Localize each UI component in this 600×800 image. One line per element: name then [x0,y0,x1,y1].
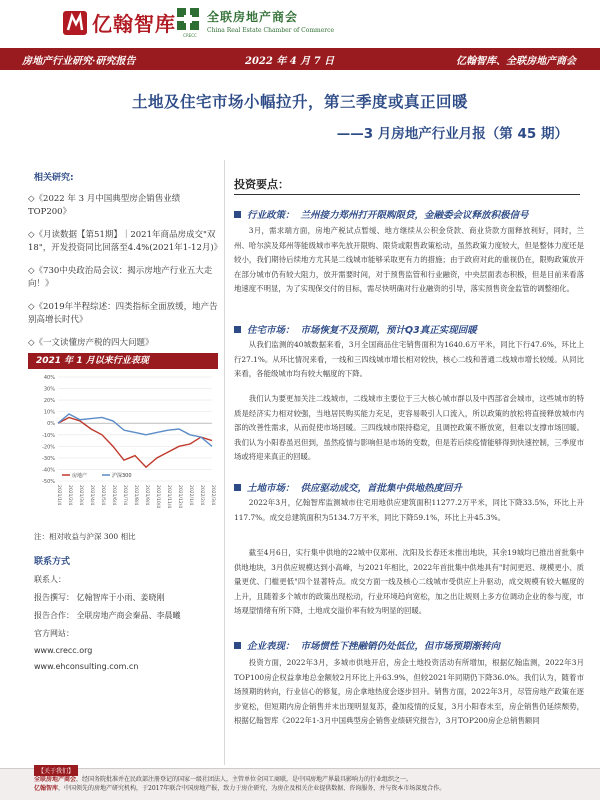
performance-chart-svg [28,369,220,527]
crecc-logo-sub: CRECC [183,33,197,38]
section-key: 行业政策： [247,210,295,221]
about-org-2: 亿翰智库 [34,785,59,792]
chart-x-tick-label: 2022/1/4 [188,485,193,506]
page-subtitle: ——3 月房地产行业月报（第 45 期） [336,126,568,142]
chart-x-tick-label: 2022/3/4 [210,485,215,506]
land-paragraph-2: 截至4月6日，实行集中供地的22城中仅郑州、沈阳及长春还未推出地块，其余19城均已推出首批集中供地地块，3月供应规模达到小高峰，与2021年相比，2022年首批集中供地具有"时间更迟、规模更小、质量更优、门槛更低"四个显著特点。成交方面一线及核心二线城市受供应上升驱动，成交规模有较大幅度的上升，且随着多个城市的政策出现松动，行业环境趋向宽松，加之出让规则上多方位调动企业的参与度，市场观望情绪有所下降，土地成交溢价率有较为明显的回暖。 [234,548,584,615]
related-research-item[interactable]: ◇《730中央政治局会议：揭示房地产行业五大走向！》 [28,266,213,289]
about-org-1: 全联房地产商会 [34,776,77,783]
sidebar [20,160,225,765]
chart-x-tick-label: 2021/7/4 [122,485,127,506]
chart-x-tick-label: 2021/10/4 [155,485,160,509]
section-key: 企业表现： [247,641,295,652]
related-research-item[interactable]: ◇《月读数据【第51期】｜2021年商品房成交"双18"，开发投资同比回落至4.4%(2021年1-12月)》 [28,230,223,253]
chart-x-tick-label: 2022/2/4 [199,485,204,506]
collab-row [34,607,181,625]
section-bullet-icon [234,211,241,218]
chart-x-tick-label: 2021/8/4 [133,485,138,506]
ehconsulting-logo-text: 亿翰智库 [92,12,176,36]
page-header [0,0,600,44]
ehconsulting-logo [62,8,176,37]
main-content [228,160,584,765]
contact-label: 联系人： [34,575,66,584]
crecc-logo-icon [175,6,201,36]
chart-x-tick-label: 2021/5/4 [100,485,105,506]
chart-legend-label: 房地产 [72,473,88,479]
related-research-item[interactable]: ◇《2019年半程综述：四类指标全面放缓，地产告别高增长时代》 [28,302,218,325]
ehconsulting-logo-icon [62,10,88,36]
related-research-list [20,193,224,350]
chart-y-tick-label: 20% [43,398,55,405]
section-bullet-icon [234,484,241,491]
about-us-tag: 【关于我们】 [34,765,78,776]
section-bullet-icon [234,642,241,649]
related-research-heading: 相关研究: [34,173,74,183]
section-heading-company [234,638,500,652]
chart-note: 注：相对收益与沪深 300 相比 [34,532,136,541]
about-text-1: ，经国务院批准并在民政部注册登记的国家一级社团法人，主管单位全国工商联，是中国房地产界最具影响力的行业组织之一。 [76,776,413,783]
chart-x-tick-label: 2021/11/4 [166,485,171,509]
heading-divider [234,194,580,195]
chart-y-tick-label: -50% [42,479,55,485]
contact-heading: 联系方式 [34,557,71,567]
page-title: 土地及住宅市场小幅拉升，第三季度或真正回暖 [131,93,468,111]
section-summary: 市场恢复不及预期，预计Q3真正实现回暖 [300,325,477,336]
chart-series-line [58,417,212,467]
about-text-2: ，中国领先的房地产研究机构，于2017年联合中国房地产报，致力于房企研究，为房企及相关企业提供数据、咨询服务，并与资本市场深度合作。 [58,785,446,792]
chart-y-tick-label: 40% [43,375,55,381]
chart-x-tick-label: 2021/2/4 [67,485,72,506]
section-key: 住宅市场： [247,325,295,336]
report-topbar [0,48,600,70]
topbar-category: 房地产行业研究·研究报告 [22,55,136,67]
section-summary: 市场惯性下挫融销仍处低位，但市场预期渐转向 [300,641,501,652]
chart-y-tick-label: -30% [42,455,55,462]
housing-paragraph-2: 我们认为要更加关注二线城市，二线城市主要位于三大核心城市群以及中西部省会城市，这些城市的特质是经济实力相对较强，当地居民购买能力充足，吏容易吸引人口流入，所以政策的放松将直接释放城市内部的改善性需求，从而促使市场回暖。三四线城市限持稳定，且调控政策不断放宽，但难以支撑市场回暖。我们认为小阳春虽迟但到，虽然疫情与影响但是市场的变数，但是若后续疫情能够得到快速控制，三季度市场或将迎来真正的回暖。 [234,394,584,461]
chart-x-tick-label: 2021/1/4 [56,485,61,506]
chart-series-line [58,414,212,446]
author-label: 报告撰写： [34,593,74,602]
land-paragraph-1: 2022年3月，亿翰智库监测城市住宅用地供应建筑面积11277.2万平米，同比下降33.5%，环比上升117.7%。成交总建筑面积为5134.7万平米，同比下降59.1%，环比上升45.3%。 [234,498,584,522]
contact-block [34,571,181,643]
section-summary: 供应驱动成交，首批集中供地热度回升 [300,483,463,494]
section-key: 土地市场： [247,483,295,494]
collab-value: 全联房地产商会秦晶、李晨曦 [76,611,181,620]
chart-y-tick-label: 0% [47,421,55,428]
chart-y-tick-label: 30% [43,386,55,393]
crecc-logo-en: China Real Estate Chamber of Commerce [207,27,335,34]
about-footer [0,768,600,800]
collab-label: 报告合作： [34,611,74,620]
investment-highlights-heading: 投资要点： [234,178,289,191]
crecc-logo [175,6,334,36]
crecc-logo-cn: 全联房地产商会 [207,10,299,24]
about-us-text [34,775,574,793]
chart-y-tick-label: -40% [42,467,55,474]
website-links [34,643,138,675]
section-heading-housing [234,322,477,336]
chart-x-tick-label: 2021/3/4 [78,485,83,506]
chart-y-tick-label: 10% [43,409,55,416]
chart-legend-label: 沪深300 [112,473,132,479]
chart-x-tick-label: 2021/12/4 [177,485,182,509]
chart-x-tick-label: 2021/4/4 [89,485,94,506]
related-research-item[interactable]: ◇《2022 年 3 月中国典型房企销售业绩TOP200》 [28,194,181,217]
topbar-date: 2022 年 4 月 7 日 [245,55,335,67]
author-value: 亿翰智库于小雨、姜晓刚 [76,593,165,602]
section-heading-land [234,480,462,494]
site-label: 官方网站： [34,629,74,638]
chart-x-tick-label: 2021/9/4 [144,485,149,506]
company-paragraph: 投资方面，2022年3月，多城市供地开启，房企土地投资活动有所增加，根据亿翰监测，2022年3月TOP100房企权益拿地总金额较2月环比上升63.9%，但较2021年同期仍下降36.0%。我们认为，随着市场预期的转向，行业信心的修复，房企拿地热度会逐步回升。销售方面，2022年3月，尽管房地产政策在逐步宽松，但短期内房企销售并未出现明显复苏，叠加疫情的反复，3月小阳春未至，房企销售仍延续颓势，根据亿翰智库《2022年1-3月中国典型房企销售业绩研究报告》，3月TOP200房企总销售额同 [234,658,584,725]
industry-performance-chart [28,353,220,528]
section-summary: 兰州接力郑州打开限购限贷，金融委会议释放积极信号 [300,210,529,221]
topbar-publisher: 亿翰智库、全联房地产商会 [456,55,576,67]
section-bullet-icon [234,326,241,333]
section-heading-policy [234,207,529,221]
chart-title: 2021 年 1 月以来行业表现 [28,353,218,369]
related-research-item[interactable]: ◇《一文读懂房产税的四大问题》 [28,338,154,348]
chart-x-tick-label: 2021/6/4 [111,485,116,506]
policy-paragraph: 3月，需求端方面，房地产税试点暂缓、地方继续从公积金贷款、商业贷款方面释放利好，同时，兰州、哈尔滨及郑州等能级城市率先放开限购、限贷或限售政策松动，虽然政策力度较大，但是整体力度还是较小，我们期待后续地方尤其是二线城市能够采取更有力的措施；由于政府对此的重视仍在，限购政策放开在部分城市仍有较大阻力，放开需要时间，对于预售监管和行业融资，中央层面表态积极，但是目前来看落地速度不明显，为了实现保交付的目标，需尽快明确对行业融资的引导，落实预售资金监管的调整细化。 [234,226,584,293]
chart-y-tick-label: -10% [42,432,55,439]
chart-y-tick-label: -20% [42,444,55,451]
website-link-crecc[interactable]: www.crecc.org [34,646,93,655]
author-row [34,589,181,607]
housing-paragraph-1: 从我们监测的40城数据来看，3月全国商品住宅销售面积为1640.6万平米，同比下行47.6%，环比上行27.1%。从环比情况来看，一线和三四线城市增长相对较快，核心二线和普通二线城市增长较缓。从同比来看，各能级城市均有较大幅度的下降。 [234,340,584,378]
website-link-ehconsulting[interactable]: www.ehconsulting.com.cn [34,662,139,671]
